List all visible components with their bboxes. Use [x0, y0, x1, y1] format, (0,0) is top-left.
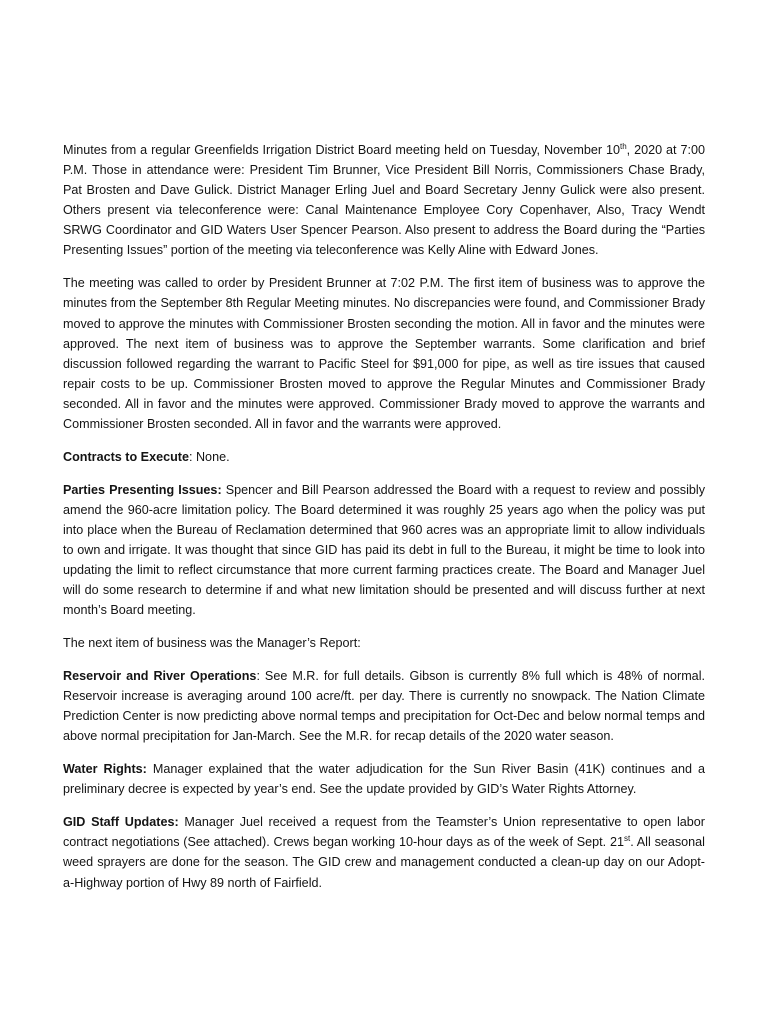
opening-text-part-2: , 2020 at 7:00 P.M. Those in attendance were: President Tim Brunner, Vice President Bill Norris, Commissioners Chase Brady, Pat Brosten and Dave Gulick. District Manager Erling Juel and Board Secretary Jenny Gulick were also present. Others present via teleconference were: Canal Maintenance Employee Cory Copenhaver, Also, Tracy Wendt SRWG Coordinator and GID Waters User Spencer Pearson. Also present to address the Board during the “Parties Presenting Issues” portion of the meeting via teleconference was Kelly Aline with Edward Jones.: [63, 143, 705, 258]
water-rights-heading: Water Rights:: [63, 762, 147, 777]
staff-updates-paragraph: [63, 812, 705, 892]
opening-text-part-1: Minutes from a regular Greenfields Irrigation District Board meeting held on Tuesday, November 10: [63, 143, 620, 157]
parties-text: Spencer and Bill Pearson addressed the Board with a request to review and possibly amend the 960-acre limitation policy. The Board determined it was roughly 25 years ago when the policy was put into place when the Bureau of Reclamation determined that 960 acres was an appropriate limit to allow individuals to own and irrigate. It was thought that since GID has paid its debt in full to the Bureau, it might be time to look into updating the limit to reflect circumstance that more current farming practices create. The Board and Manager Juel will do some research to determine if and what new limitation should be presented and will discuss further at next month’s Board meeting.: [63, 482, 705, 618]
parties-paragraph: [63, 480, 705, 621]
contracts-heading: Contracts to Execute: [63, 449, 189, 464]
reservoir-heading: Reservoir and River Operations: [63, 669, 257, 684]
opening-paragraph: [63, 140, 705, 261]
reservoir-text: : See M.R. for full details. Gibson is currently 8% full which is 48% of normal. Reservoir increase is averaging around 100 acre/ft. per day. There is currently no snowpack. The Nation Climate Prediction Center is now predicting above normal temps and precipitation for Oct-Dec and below normal temps and above normal precipitation for Jan-March. See the M.R. for recap details of the 2020 water season.: [63, 669, 705, 744]
managers-report-intro: The next item of business was the Manager’s Report:: [63, 636, 361, 651]
call-to-order-paragraph: The meeting was called to order by President Brunner at 7:02 P.M. The first item of business was to approve the minutes from the September 8th Regular Meeting minutes. No discrepancies were found, and Commissioner Brady moved to approve the minutes with Commissioner Brosten seconding the motion. All in favor and the minutes were approved. The next item of business was to approve the September warrants. Some clarification and brief discussion followed regarding the warrant to Pacific Steel for $91,000 for pipe, as well as tire issues that caused repair costs to be up. Commissioner Brosten moved to approve the Regular Minutes and Commissioner Brady seconded. All in favor and the minutes were approved. Commissioner Brady moved to approve the warrants and Commissioner Brosten seconded. All in favor and the warrants were approved.: [63, 276, 705, 432]
staff-updates-text-part-2: . All seasonal weed sprayers are done for the season. The GID crew and management conducted a clean-up day on our Adopt-a-Highway portion of Hwy 89 north of Fairfield.: [63, 835, 705, 890]
ordinal-suffix: st: [623, 834, 631, 844]
minutes-document: [63, 140, 705, 893]
contracts-paragraph: [63, 447, 705, 467]
staff-updates-heading: GID Staff Updates:: [63, 815, 179, 830]
ordinal-suffix: th: [620, 141, 627, 151]
contracts-text: : None.: [188, 449, 230, 464]
water-rights-text: Manager explained that the water adjudication for the Sun River Basin (41K) continues and a preliminary decree is expected by year’s end. See the update provided by GID’s Water Rights Attorney.: [63, 762, 705, 797]
water-rights-paragraph: [63, 759, 705, 799]
staff-updates-text-part-1: Manager Juel received a request from the Teamster’s Union representative to open labor contract negotiations (See attached). Crews began working 10-hour days as of the week of Sept. 21: [63, 815, 705, 850]
reservoir-paragraph: [63, 666, 705, 746]
parties-heading: Parties Presenting Issues:: [63, 482, 222, 497]
